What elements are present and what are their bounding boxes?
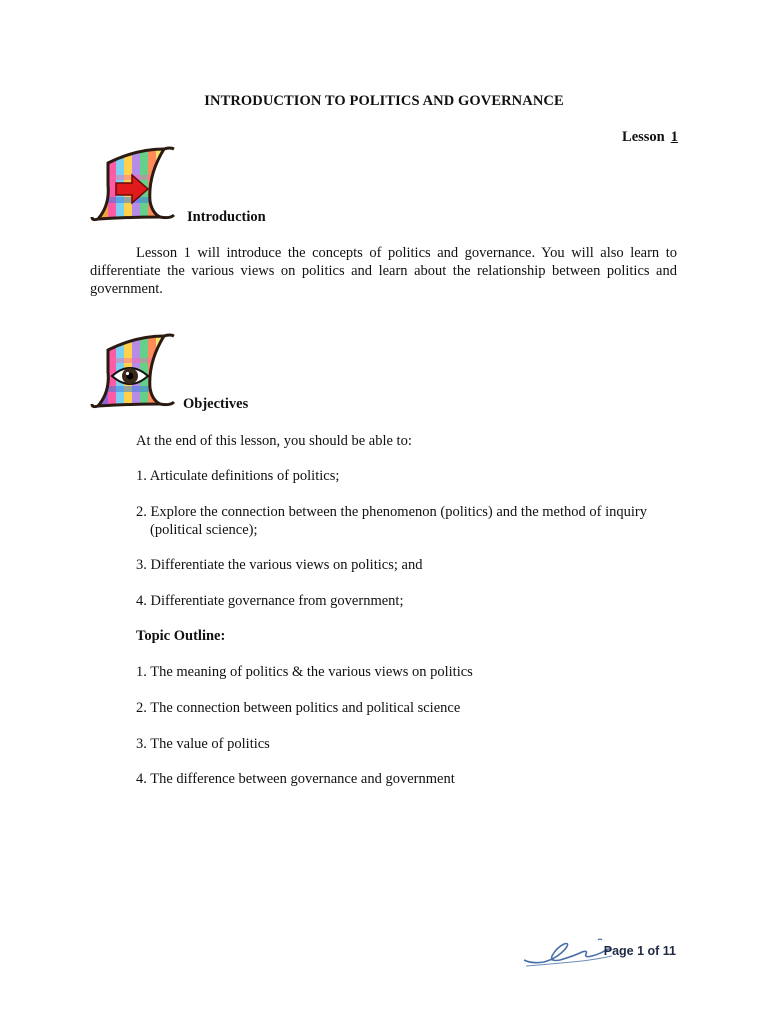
document-title: INTRODUCTION TO POLITICS AND GOVERNANCE <box>204 93 564 109</box>
topic-item-2: 2. The connection between politics and political science <box>136 700 461 716</box>
lesson-label-text: Lesson <box>622 129 665 145</box>
objective-item-2: 2. Explore the connection between the phenomenon (politics) and the method of inquiry (political science); <box>136 504 647 538</box>
introduction-heading: Introduction <box>187 209 266 225</box>
page-number: Page 1 of 11 <box>603 944 676 958</box>
objectives-lead: At the end of this lesson, you should be able to: <box>136 433 412 449</box>
topic-outline-heading: Topic Outline: <box>136 628 226 644</box>
topic-item-3: 3. The value of politics <box>136 736 270 752</box>
lesson-label <box>622 129 678 146</box>
signature-mark <box>522 934 614 968</box>
lesson-number: 1 <box>670 129 678 145</box>
topic-item-1: 1. The meaning of politics & the various views on politics <box>136 664 473 680</box>
objective-item-4: 4. Differentiate governance from government; <box>136 593 404 609</box>
introduction-paragraph: Lesson 1 will introduce the concepts of politics and governance. You will also learn to differentiate the various views on politics and learn about the relationship between politics and government. <box>90 245 677 297</box>
objectives-heading: Objectives <box>183 396 249 412</box>
objective-item-1: 1. Articulate definitions of politics; <box>136 468 340 484</box>
eye-icon <box>90 332 178 412</box>
objective-item-3: 3. Differentiate the various views on politics; and <box>136 557 423 573</box>
topic-item-4: 4. The difference between governance and government <box>136 771 455 787</box>
arrow-icon <box>90 145 178 225</box>
